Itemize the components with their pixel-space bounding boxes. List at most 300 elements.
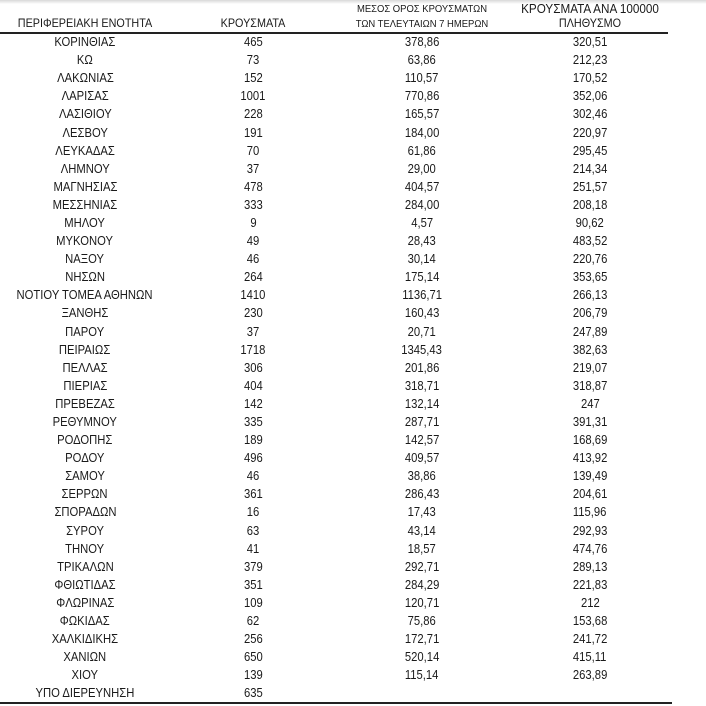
cell-per-100000-text: 263,89 xyxy=(572,668,608,683)
cell-region-text: ΛΑΣΙΘΙΟΥ xyxy=(58,107,112,122)
cell-region-text: ΛΕΣΒΟΥ xyxy=(62,125,108,140)
cell-region xyxy=(0,286,170,304)
cell-region xyxy=(0,359,170,377)
cell-avg-7days-text: 201,86 xyxy=(404,360,440,375)
cell-per-100000-text: 220,76 xyxy=(572,252,608,267)
cell-avg-7days-text: 18,57 xyxy=(407,541,437,556)
cell-avg-7days-text: 172,71 xyxy=(404,632,440,647)
cell-per-100000 xyxy=(508,51,672,69)
cell-region xyxy=(0,33,170,51)
cell-avg-7days xyxy=(336,341,508,359)
cell-avg-7days xyxy=(336,51,508,69)
header-per100k-line2: ΠΛΗΘΥΣΜΟ xyxy=(558,16,622,30)
cell-avg-7days-text: 75,86 xyxy=(407,614,437,629)
cell-cases-text: 37 xyxy=(246,324,260,339)
cell-region xyxy=(0,304,170,322)
cell-avg-7days xyxy=(336,503,508,521)
table-row xyxy=(0,69,672,87)
cell-avg-7days xyxy=(336,87,508,105)
cell-avg-7days xyxy=(336,666,508,684)
cell-avg-7days xyxy=(336,359,508,377)
cell-avg-7days xyxy=(336,630,508,648)
cell-per-100000 xyxy=(508,359,672,377)
table-row xyxy=(0,467,672,485)
cell-per-100000 xyxy=(508,268,672,286)
cell-region-text: ΠΑΡΟΥ xyxy=(65,324,105,339)
cell-region xyxy=(0,123,170,141)
cell-avg-7days-text: 284,29 xyxy=(404,577,440,592)
cell-region xyxy=(0,558,170,576)
cell-region-text: ΝΟΤΙΟΥ ΤΟΜΕΑ ΑΘΗΝΩΝ xyxy=(17,288,153,303)
cell-per-100000-text: 302,46 xyxy=(572,107,608,122)
cell-cases xyxy=(170,33,336,51)
cell-avg-7days-text: 110,57 xyxy=(405,71,439,86)
cell-region xyxy=(0,87,170,105)
cell-cases-text: 650 xyxy=(243,650,263,665)
cell-avg-7days-text: 4,57 xyxy=(411,215,433,230)
cell-region-text: ΤΗΝΟΥ xyxy=(65,541,105,556)
cell-avg-7days-text: 43,14 xyxy=(407,523,437,538)
cell-avg-7days xyxy=(336,105,508,123)
cell-avg-7days-text: 160,43 xyxy=(404,306,440,321)
cell-per-100000-text: 212,23 xyxy=(572,53,608,68)
cell-per-100000-text: 320,51 xyxy=(572,35,608,50)
cell-per-100000 xyxy=(508,232,672,250)
cell-region-text: ΚΟΡΙΝΘΙΑΣ xyxy=(54,35,116,50)
cell-cases xyxy=(170,160,336,178)
cell-cases-text: 351 xyxy=(243,577,263,592)
cell-region xyxy=(0,377,170,395)
cell-region-text: ΣΥΡΟΥ xyxy=(66,523,104,538)
cell-avg-7days-text: 38,86 xyxy=(407,469,437,484)
header-region: ΠΕΡΙΦΕΡΕΙΑΚΗ ΕΝΟΤΗΤΑ xyxy=(17,16,153,30)
cell-per-100000-text: 474,76 xyxy=(572,541,608,556)
cell-per-100000-text: 483,52 xyxy=(572,234,608,249)
cell-per-100000-text: 168,69 xyxy=(572,433,608,448)
cell-region-text: ΞΑΝΘΗΣ xyxy=(61,306,109,321)
table-row xyxy=(0,594,672,612)
cell-region-text: ΧΑΝΙΩΝ xyxy=(63,650,107,665)
cell-avg-7days-text: 184,00 xyxy=(404,125,440,140)
cell-cases-text: 1001 xyxy=(240,89,266,104)
table-row xyxy=(0,250,672,268)
cell-region-text: ΛΗΜΝΟΥ xyxy=(60,161,110,176)
cell-avg-7days-text: 30,14 xyxy=(407,252,437,267)
cell-per-100000 xyxy=(508,540,672,558)
cell-avg-7days xyxy=(336,558,508,576)
cell-cases xyxy=(170,359,336,377)
cell-per-100000 xyxy=(508,395,672,413)
cell-region xyxy=(0,232,170,250)
cell-avg-7days-text: 1345,43 xyxy=(401,342,443,357)
cell-region xyxy=(0,449,170,467)
cell-avg-7days xyxy=(336,286,508,304)
cell-cases xyxy=(170,503,336,521)
cell-avg-7days-text: 770,86 xyxy=(404,89,440,104)
table-row xyxy=(0,341,672,359)
cell-avg-7days xyxy=(336,395,508,413)
cell-region xyxy=(0,594,170,612)
cell-cases xyxy=(170,467,336,485)
cell-cases-text: 379 xyxy=(243,559,263,574)
cell-per-100000 xyxy=(508,214,672,232)
cell-cases xyxy=(170,413,336,431)
cell-cases xyxy=(170,286,336,304)
cell-avg-7days-text: 409,57 xyxy=(404,451,440,466)
cell-region-text: ΧΙΟΥ xyxy=(71,668,99,683)
cell-region-text: ΧΑΛΚΙΔΙΚΗΣ xyxy=(51,632,119,647)
cell-avg-7days-text: 175,14 xyxy=(404,270,440,285)
cell-avg-7days xyxy=(336,467,508,485)
table-row xyxy=(0,503,672,521)
cell-avg-7days-text: 520,14 xyxy=(404,650,440,665)
cell-region xyxy=(0,684,170,702)
table-row xyxy=(0,178,672,196)
cell-avg-7days-text: 61,86 xyxy=(407,143,437,158)
table-row xyxy=(0,286,672,304)
cell-per-100000-text: 292,93 xyxy=(572,523,608,538)
cell-cases xyxy=(170,684,336,702)
cell-cases xyxy=(170,594,336,612)
cell-cases xyxy=(170,666,336,684)
cell-per-100000-text: 115,96 xyxy=(573,505,607,520)
cell-cases-text: 46 xyxy=(246,469,260,484)
table-row xyxy=(0,377,672,395)
table-row xyxy=(0,612,672,630)
cell-avg-7days xyxy=(336,449,508,467)
cell-cases-text: 109 xyxy=(243,595,263,610)
cell-cases xyxy=(170,576,336,594)
cell-region-text: ΠΡΕΒΕΖΑΣ xyxy=(55,396,115,411)
table-row xyxy=(0,123,672,141)
cell-cases xyxy=(170,268,336,286)
cell-region xyxy=(0,250,170,268)
cell-per-100000 xyxy=(508,612,672,630)
cell-avg-7days xyxy=(336,377,508,395)
table-row xyxy=(0,268,672,286)
cell-cases-text: 152 xyxy=(243,71,263,86)
cell-avg-7days xyxy=(336,250,508,268)
cell-avg-7days xyxy=(336,485,508,503)
cell-cases xyxy=(170,522,336,540)
cell-cases-text: 264 xyxy=(243,270,263,285)
cell-region-text: ΜΥΚΟΝΟΥ xyxy=(56,234,114,249)
cell-avg-7days xyxy=(336,540,508,558)
cell-per-100000 xyxy=(508,341,672,359)
cell-cases xyxy=(170,51,336,69)
table-row xyxy=(0,666,672,684)
cell-cases-text: 333 xyxy=(243,197,263,212)
table-row xyxy=(0,558,672,576)
cell-per-100000 xyxy=(508,467,672,485)
cell-cases-text: 404 xyxy=(243,378,263,393)
cell-cases xyxy=(170,214,336,232)
cell-per-100000-text: 170,52 xyxy=(572,71,608,86)
cell-cases xyxy=(170,69,336,87)
cell-per-100000 xyxy=(508,558,672,576)
table-row xyxy=(0,413,672,431)
cell-cases xyxy=(170,612,336,630)
header-avg-line2: ΤΩΝ ΤΕΛΕΥΤΑΙΩΝ 7 ΗΜΕΡΩΝ xyxy=(355,18,489,30)
cell-cases-text: 46 xyxy=(246,252,260,267)
table-row xyxy=(0,232,672,250)
cell-cases xyxy=(170,449,336,467)
cell-region xyxy=(0,142,170,160)
cell-avg-7days xyxy=(336,232,508,250)
cell-avg-7days-text: 284,00 xyxy=(404,197,440,212)
table-row xyxy=(0,214,672,232)
cell-per-100000 xyxy=(508,449,672,467)
cell-cases xyxy=(170,178,336,196)
cell-per-100000 xyxy=(508,630,672,648)
cell-avg-7days-text: 29,00 xyxy=(407,161,437,176)
cell-cases-text: 496 xyxy=(243,451,263,466)
header-avg-line1: ΜΕΣΟΣ ΟΡΟΣ ΚΡΟΥΣΜΑΤΩΝ xyxy=(356,3,488,15)
cell-avg-7days-text: 286,43 xyxy=(404,487,440,502)
cell-cases xyxy=(170,648,336,666)
cell-per-100000-text: 206,79 xyxy=(572,306,608,321)
cell-per-100000-text: 251,57 xyxy=(572,179,608,194)
cell-region-text: ΦΩΚΙΔΑΣ xyxy=(59,614,110,629)
cell-avg-7days-text: 142,57 xyxy=(404,433,440,448)
table-row xyxy=(0,304,672,322)
cell-cases-text: 70 xyxy=(246,143,260,158)
cell-per-100000-text: 352,06 xyxy=(572,89,608,104)
cell-region xyxy=(0,666,170,684)
cell-region xyxy=(0,196,170,214)
cell-per-100000-text: 214,34 xyxy=(572,161,608,176)
cell-region-text: ΝΑΞΟΥ xyxy=(65,252,105,267)
cell-per-100000-text: 247,89 xyxy=(572,324,608,339)
cell-region-text: ΣΕΡΡΩΝ xyxy=(61,487,109,502)
cell-per-100000-text: 353,65 xyxy=(572,270,608,285)
cell-per-100000-text: 219,07 xyxy=(572,360,608,375)
cell-avg-7days-text: 165,57 xyxy=(404,107,440,122)
cell-per-100000 xyxy=(508,503,672,521)
cell-region-text: ΛΑΡΙΣΑΣ xyxy=(61,89,109,104)
cell-region xyxy=(0,51,170,69)
cell-avg-7days-text: 378,86 xyxy=(404,35,440,50)
cell-per-100000-text: 413,92 xyxy=(572,451,608,466)
table-row xyxy=(0,485,672,503)
table-row xyxy=(0,540,672,558)
cell-per-100000 xyxy=(508,142,672,160)
cell-cases xyxy=(170,485,336,503)
cell-region-text: ΛΑΚΩΝΙΑΣ xyxy=(56,71,114,86)
header-per100k-line1: ΚΡΟΥΣΜΑΤΑ ΑΝΑ 100000 xyxy=(521,1,659,16)
cell-region-text: ΠΕΛΛΑΣ xyxy=(62,360,108,375)
table-body xyxy=(0,33,672,702)
cell-per-100000-text: 220,97 xyxy=(572,125,608,140)
cell-cases-text: 1718 xyxy=(240,342,266,357)
cell-cases xyxy=(170,196,336,214)
cell-per-100000 xyxy=(508,160,672,178)
cell-avg-7days-text: 63,86 xyxy=(407,53,437,68)
cell-avg-7days-text: 318,71 xyxy=(404,378,440,393)
cell-avg-7days-text: 404,57 xyxy=(404,179,440,194)
table-row xyxy=(0,648,672,666)
cell-region xyxy=(0,69,170,87)
table-row xyxy=(0,522,672,540)
cell-cases-text: 635 xyxy=(243,686,263,701)
cell-per-100000-text: 266,13 xyxy=(572,288,608,303)
cell-per-100000 xyxy=(508,594,672,612)
cell-avg-7days-text: 17,43 xyxy=(407,505,437,520)
table-row xyxy=(0,395,672,413)
cell-cases xyxy=(170,341,336,359)
cell-avg-7days xyxy=(336,196,508,214)
cell-region xyxy=(0,485,170,503)
cell-cases-text: 465 xyxy=(243,35,263,50)
cell-per-100000 xyxy=(508,413,672,431)
cell-region-text: ΠΙΕΡΙΑΣ xyxy=(63,378,107,393)
cell-avg-7days xyxy=(336,178,508,196)
cell-per-100000-text: 221,83 xyxy=(572,577,608,592)
cell-region xyxy=(0,612,170,630)
cell-region-text: ΠΕΙΡΑΙΩΣ xyxy=(59,342,111,357)
cell-region-text: ΚΩ xyxy=(77,53,93,68)
cell-cases xyxy=(170,87,336,105)
cell-cases xyxy=(170,431,336,449)
cell-cases xyxy=(170,558,336,576)
cell-avg-7days xyxy=(336,594,508,612)
cell-per-100000 xyxy=(508,123,672,141)
cell-per-100000 xyxy=(508,69,672,87)
cell-per-100000-text: 212 xyxy=(580,595,600,610)
cell-avg-7days xyxy=(336,33,508,51)
cell-region-text: ΡΕΘΥΜΝΟΥ xyxy=(52,415,118,430)
cell-cases xyxy=(170,395,336,413)
cell-region xyxy=(0,323,170,341)
cell-cases-text: 361 xyxy=(243,487,263,502)
cell-avg-7days xyxy=(336,268,508,286)
cell-cases xyxy=(170,123,336,141)
header-cases: ΚΡΟΥΣΜΑΤΑ xyxy=(220,16,286,30)
table-row xyxy=(0,51,672,69)
cell-per-100000-text: 208,18 xyxy=(572,197,608,212)
cell-region xyxy=(0,214,170,232)
cell-per-100000 xyxy=(508,105,672,123)
cell-cases-text: 189 xyxy=(243,433,263,448)
cell-per-100000-text: 295,45 xyxy=(572,143,608,158)
cell-region-text: ΜΗΛΟΥ xyxy=(64,215,106,230)
cell-avg-7days-text: 120,71 xyxy=(404,595,440,610)
table-row xyxy=(0,359,672,377)
cell-per-100000 xyxy=(508,666,672,684)
cell-cases-text: 62 xyxy=(246,614,260,629)
cell-avg-7days-text: 132,14 xyxy=(404,396,440,411)
cell-per-100000 xyxy=(508,684,672,702)
cell-per-100000 xyxy=(508,648,672,666)
cell-avg-7days-text: 287,71 xyxy=(404,415,440,430)
cell-avg-7days xyxy=(336,304,508,322)
table-row xyxy=(0,684,672,702)
cell-per-100000 xyxy=(508,576,672,594)
cell-per-100000 xyxy=(508,323,672,341)
cell-per-100000 xyxy=(508,286,672,304)
cell-avg-7days-text: 20,71 xyxy=(407,324,437,339)
cell-per-100000-text: 153,68 xyxy=(572,614,608,629)
cell-region xyxy=(0,160,170,178)
cell-region xyxy=(0,648,170,666)
cell-region-text: ΜΕΣΣΗΝΙΑΣ xyxy=(52,197,118,212)
cell-per-100000-text: 382,63 xyxy=(572,342,608,357)
cell-cases-text: 256 xyxy=(243,632,263,647)
cell-per-100000-text: 318,87 xyxy=(572,378,608,393)
cell-cases-text: 230 xyxy=(243,306,263,321)
cell-cases xyxy=(170,540,336,558)
cell-region-text: ΜΑΓΝΗΣΙΑΣ xyxy=(53,179,117,194)
cell-cases xyxy=(170,323,336,341)
cell-cases xyxy=(170,377,336,395)
cell-region-text: ΡΟΔΟΥ xyxy=(65,451,105,466)
cell-region-text: ΥΠΟ ΔΙΕΡΕΥΝΗΣΗ xyxy=(35,686,135,701)
cell-region xyxy=(0,467,170,485)
cell-per-100000 xyxy=(508,522,672,540)
cell-avg-7days xyxy=(336,648,508,666)
cell-avg-7days-text: 28,43 xyxy=(407,234,437,249)
cell-per-100000 xyxy=(508,431,672,449)
cell-per-100000 xyxy=(508,485,672,503)
cell-avg-7days xyxy=(336,684,508,702)
table-row xyxy=(0,160,672,178)
cell-cases-text: 335 xyxy=(243,415,263,430)
table-row xyxy=(0,196,672,214)
cell-region xyxy=(0,576,170,594)
cell-cases-text: 16 xyxy=(246,505,260,520)
cell-per-100000 xyxy=(508,196,672,214)
cell-avg-7days xyxy=(336,413,508,431)
cell-cases-text: 49 xyxy=(246,234,260,249)
cell-avg-7days xyxy=(336,431,508,449)
cell-region xyxy=(0,341,170,359)
cell-region xyxy=(0,503,170,521)
cell-per-100000 xyxy=(508,87,672,105)
cell-region-text: ΛΕΥΚΑΔΑΣ xyxy=(55,143,115,158)
cell-region xyxy=(0,178,170,196)
cell-avg-7days xyxy=(336,576,508,594)
cell-region xyxy=(0,540,170,558)
cell-region xyxy=(0,268,170,286)
cell-cases xyxy=(170,630,336,648)
cell-cases xyxy=(170,304,336,322)
table-row xyxy=(0,142,672,160)
cell-avg-7days xyxy=(336,612,508,630)
cell-avg-7days xyxy=(336,214,508,232)
cell-avg-7days-text: 292,71 xyxy=(404,559,440,574)
table-row xyxy=(0,431,672,449)
cell-cases xyxy=(170,250,336,268)
cases-table xyxy=(0,33,672,702)
cell-per-100000-text: 415,11 xyxy=(573,650,607,665)
cell-avg-7days xyxy=(336,522,508,540)
cell-avg-7days xyxy=(336,323,508,341)
cell-per-100000-text: 204,61 xyxy=(572,487,608,502)
cell-cases-text: 63 xyxy=(246,523,260,538)
cell-cases-text: 142 xyxy=(243,396,263,411)
cell-avg-7days xyxy=(336,160,508,178)
cell-cases-text: 9 xyxy=(249,215,257,230)
cell-region-text: ΦΘΙΩΤΙΔΑΣ xyxy=(54,577,116,592)
cell-region xyxy=(0,105,170,123)
bottom-rule xyxy=(0,702,672,704)
cell-per-100000 xyxy=(508,178,672,196)
cell-cases xyxy=(170,232,336,250)
cell-per-100000-text: 241,72 xyxy=(572,632,608,647)
cell-region xyxy=(0,431,170,449)
cell-cases-text: 73 xyxy=(246,53,260,68)
cell-avg-7days xyxy=(336,69,508,87)
